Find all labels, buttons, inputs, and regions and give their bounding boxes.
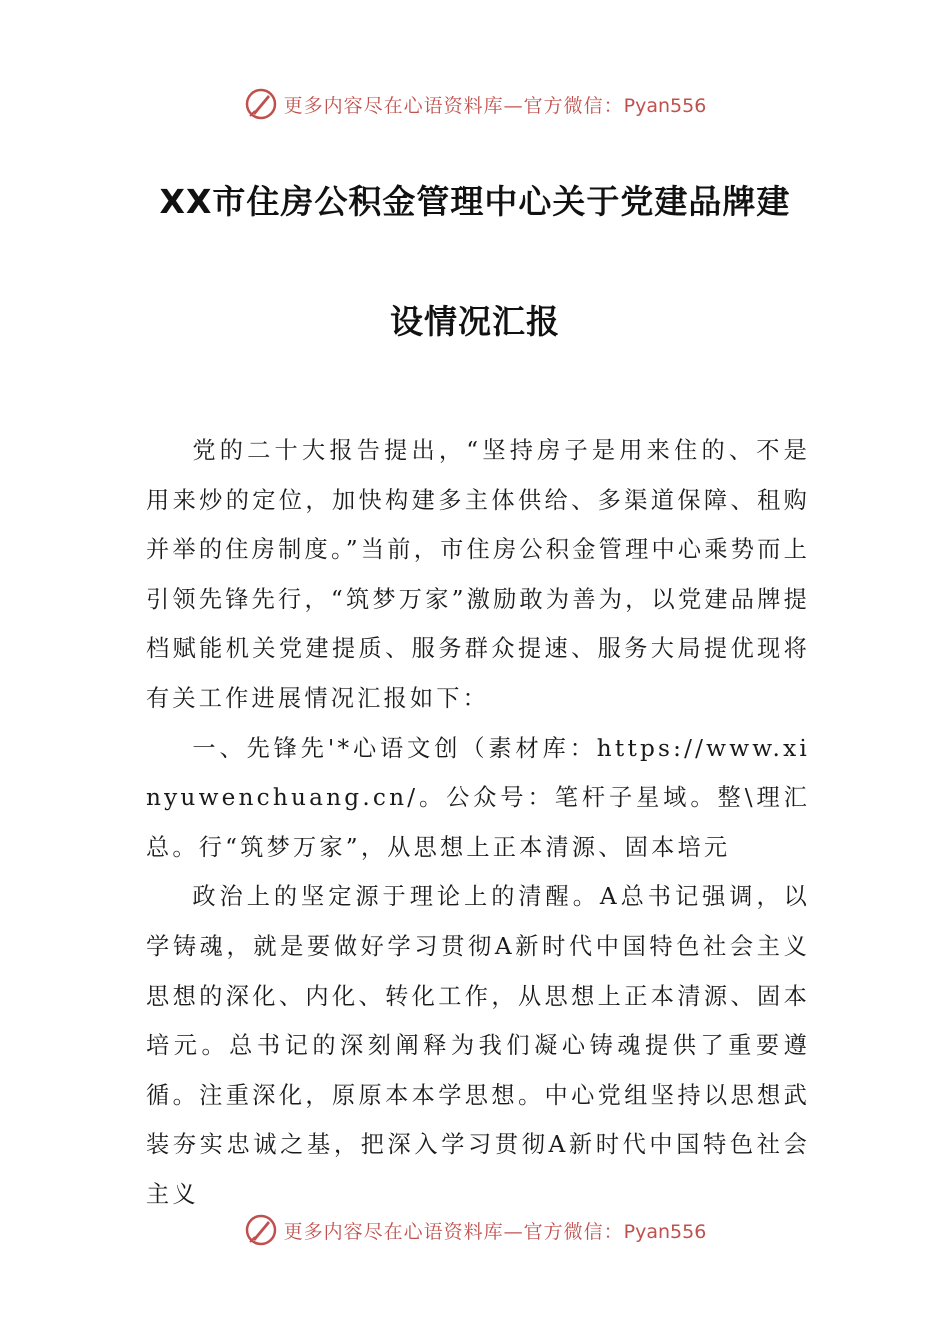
- banner-text: 更多内容尽在心语资料库—官方微信：Pyan556: [283, 94, 707, 117]
- body-paragraph: 党的二十大报告提出，“坚持房子是用来住的、不是用来炒的定位，加快构建多主体供给、多渠道保障、租购并举的住房制度。”当前，市住房公积金管理中心乘势而上引领先锋先行，“筑梦万家”激励敢为善为，以党建品牌提档赋能机关党建提质、服务群众提速、服务大局提优现将有关工作进展情况汇报如下：: [146, 437, 810, 712]
- wechat-id: Pyan556: [623, 94, 707, 117]
- wechat-id: Pyan556: [623, 1220, 707, 1243]
- banner-text: 更多内容尽在心语资料库—官方微信：Pyan556: [283, 1220, 707, 1243]
- footer-watermark-banner: [0, 1210, 950, 1250]
- body-paragraph: 一、先锋先'*心语文创（素材库：https://www.xinyuwenchuang.cn/。公众号：笔杆子星域。整\理汇总。行“筑梦万家”，从思想上正本清源、固本培元: [146, 734, 810, 861]
- quill-logo-icon: [244, 87, 278, 121]
- document-title-line-2: 设情况汇报: [390, 302, 560, 341]
- body-paragraph: 政治上的坚定源于理论上的清醒。A总书记强调，以学铸魂，就是要做好学习贯彻A新时代中国特色社会主义思想的深化、内化、转化工作，从思想上正本清源、固本培元。总书记的深刻阐释为我们凝心铸魂提供了重要遵循。注重深化，原原本本学思想。中心党组坚持以思想武装夯实忠诚之基，把深入学习贯彻A新时代中国特色社会主义: [146, 883, 810, 1208]
- header-watermark-banner: [0, 84, 950, 124]
- document-title-line-1: XX市住房公积金管理中心关于党建品牌建: [159, 182, 791, 221]
- document-body: [146, 426, 810, 1220]
- quill-logo-icon: [244, 1213, 278, 1247]
